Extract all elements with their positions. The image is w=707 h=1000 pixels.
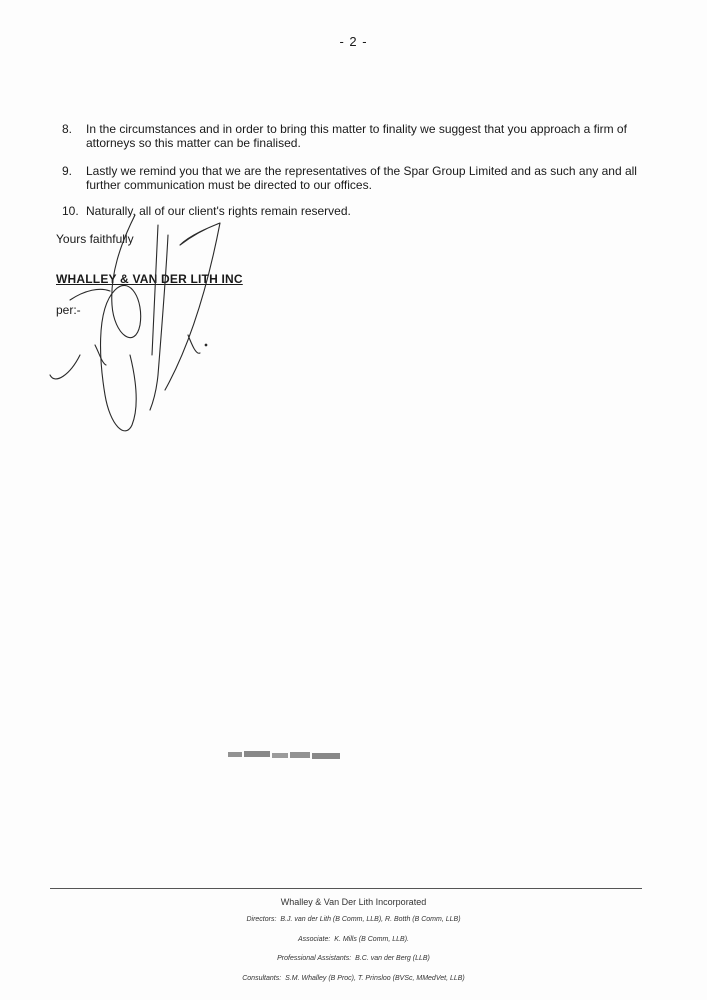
footer-consultants bbox=[0, 975, 707, 982]
footer-divider bbox=[50, 888, 642, 889]
paragraph-9 bbox=[62, 164, 652, 192]
paragraph-text: Lastly we remind you that we are the representatives of the Spar Group Limited and as such any and all further communication must be directed to our offices. bbox=[86, 164, 637, 192]
paragraph-number: 10. bbox=[62, 204, 79, 218]
page-number: - 2 - bbox=[339, 34, 368, 49]
footer-value: B.C. van der Berg (LLB) bbox=[355, 955, 430, 962]
footer-label: Professional Assistants: bbox=[277, 955, 352, 962]
footer-label: Consultants: bbox=[242, 975, 282, 982]
footer-label: Directors: bbox=[246, 916, 277, 923]
footer-professional-assistants bbox=[0, 955, 707, 962]
footer-value: K. Mills (B Comm, LLB). bbox=[334, 936, 409, 943]
paragraph-text: In the circumstances and in order to bring this matter to finality we suggest that you approach a firm of attorneys so this matter can be finalised. bbox=[86, 122, 627, 150]
paragraph-8 bbox=[62, 122, 652, 150]
footer-value: B.J. van der Lith (B Comm, LLB), R. Botth (B Comm, LLB) bbox=[280, 916, 461, 923]
footer-company-name: Whalley & Van Der Lith Incorporated bbox=[280, 897, 427, 907]
per-label: per:- bbox=[56, 303, 81, 317]
paragraph-number: 9. bbox=[62, 164, 73, 178]
footer-value: S.M. Whalley (B Proc), T. Prinsloo (BVSc, MMedVet, LLB) bbox=[285, 975, 465, 982]
salutation: Yours faithfully bbox=[56, 232, 134, 246]
paragraph-text: Naturally, all of our client's rights remain reserved. bbox=[86, 204, 351, 218]
footer-label: Associate: bbox=[298, 936, 331, 943]
signature-image bbox=[40, 205, 240, 455]
firm-name: WHALLEY & VAN DER LITH INC bbox=[56, 272, 243, 286]
footer-associate bbox=[0, 936, 707, 943]
paragraph-number: 8. bbox=[62, 122, 73, 136]
stamp-smudge-image bbox=[226, 748, 344, 762]
footer-directors bbox=[0, 916, 707, 923]
